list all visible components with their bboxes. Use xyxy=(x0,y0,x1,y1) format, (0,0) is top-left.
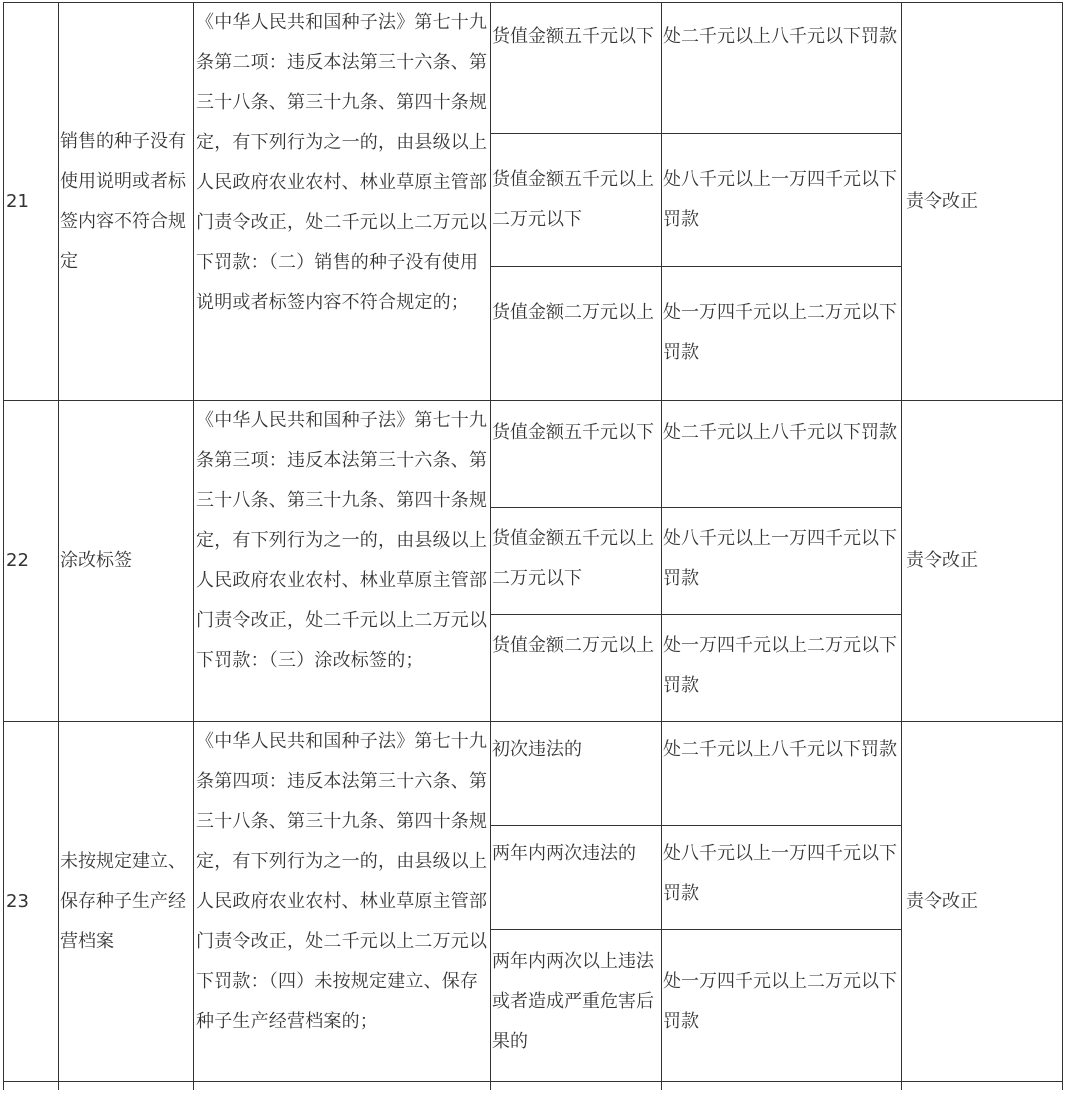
table-row xyxy=(4,3,1063,134)
empty-cell xyxy=(59,1082,194,1091)
table-row xyxy=(4,401,1063,508)
penalty-standards-table xyxy=(3,2,1063,1090)
tier-penalty: 处一万四千元以上二万元以下罚款 xyxy=(662,930,902,1082)
tier-condition: 两年内两次违法的 xyxy=(491,826,662,930)
empty-cell xyxy=(4,1082,59,1091)
tier-condition: 两年内两次以上违法或者造成严重危害后果的 xyxy=(491,930,662,1082)
tier-condition: 货值金额五千元以下 xyxy=(491,401,662,508)
legal-basis: 《中华人民共和国种子法》第七十九条第二项：违反本法第三十六条、第三十八条、第三十九条、第四十条规定，有下列行为之一的，由县级以上人民政府农业农村、林业草原主管部门责令改正，处二千元以上二万元以下罚款：（二）销售的种子没有使用说明或者标签内容不符合规定的； xyxy=(194,3,491,401)
violation-behavior: 涂改标签 xyxy=(59,401,194,722)
row-number: 22 xyxy=(4,401,59,722)
row-number: 23 xyxy=(4,722,59,1082)
other-measure: 责令改正 xyxy=(902,3,1063,401)
tier-penalty: 处八千元以上一万四千元以下罚款 xyxy=(662,134,902,267)
other-measure: 责令改正 xyxy=(902,401,1063,722)
row-number: 21 xyxy=(4,3,59,401)
tier-condition: 初次违法的 xyxy=(491,722,662,826)
tier-condition: 货值金额五千元以上二万元以下 xyxy=(491,508,662,615)
table-row-partial xyxy=(4,1082,1063,1091)
empty-cell xyxy=(902,1082,1063,1091)
tier-penalty: 处二千元以上八千元以下罚款 xyxy=(662,401,902,508)
tier-penalty: 处一万四千元以上二万元以下罚款 xyxy=(662,615,902,722)
legal-basis: 《中华人民共和国种子法》第七十九条第三项：违反本法第三十六条、第三十八条、第三十九条、第四十条规定，有下列行为之一的，由县级以上人民政府农业农村、林业草原主管部门责令改正，处二千元以上二万元以下罚款：（三）涂改标签的； xyxy=(194,401,491,722)
empty-cell xyxy=(491,1082,662,1091)
tier-penalty: 处二千元以上八千元以下罚款 xyxy=(662,722,902,826)
tier-condition: 货值金额二万元以上 xyxy=(491,267,662,401)
violation-behavior: 未按规定建立、保存种子生产经营档案 xyxy=(59,722,194,1082)
legal-basis: 《中华人民共和国种子法》第七十九条第四项：违反本法第三十六条、第三十八条、第三十九条、第四十条规定，有下列行为之一的，由县级以上人民政府农业农村、林业草原主管部门责令改正，处二千元以上二万元以下罚款：（四）未按规定建立、保存种子生产经营档案的； xyxy=(194,722,491,1082)
tier-penalty: 处八千元以上一万四千元以下罚款 xyxy=(662,826,902,930)
other-measure: 责令改正 xyxy=(902,722,1063,1082)
tier-penalty: 处八千元以上一万四千元以下罚款 xyxy=(662,508,902,615)
tier-penalty: 处一万四千元以上二万元以下罚款 xyxy=(662,267,902,401)
table-row xyxy=(4,722,1063,826)
tier-penalty: 处二千元以上八千元以下罚款 xyxy=(662,3,902,134)
empty-cell xyxy=(662,1082,902,1091)
violation-behavior: 销售的种子没有使用说明或者标签内容不符合规定 xyxy=(59,3,194,401)
tier-condition: 货值金额二万元以上 xyxy=(491,615,662,722)
tier-condition: 货值金额五千元以上二万元以下 xyxy=(491,134,662,267)
tier-condition: 货值金额五千元以下 xyxy=(491,3,662,134)
empty-cell xyxy=(194,1082,491,1091)
